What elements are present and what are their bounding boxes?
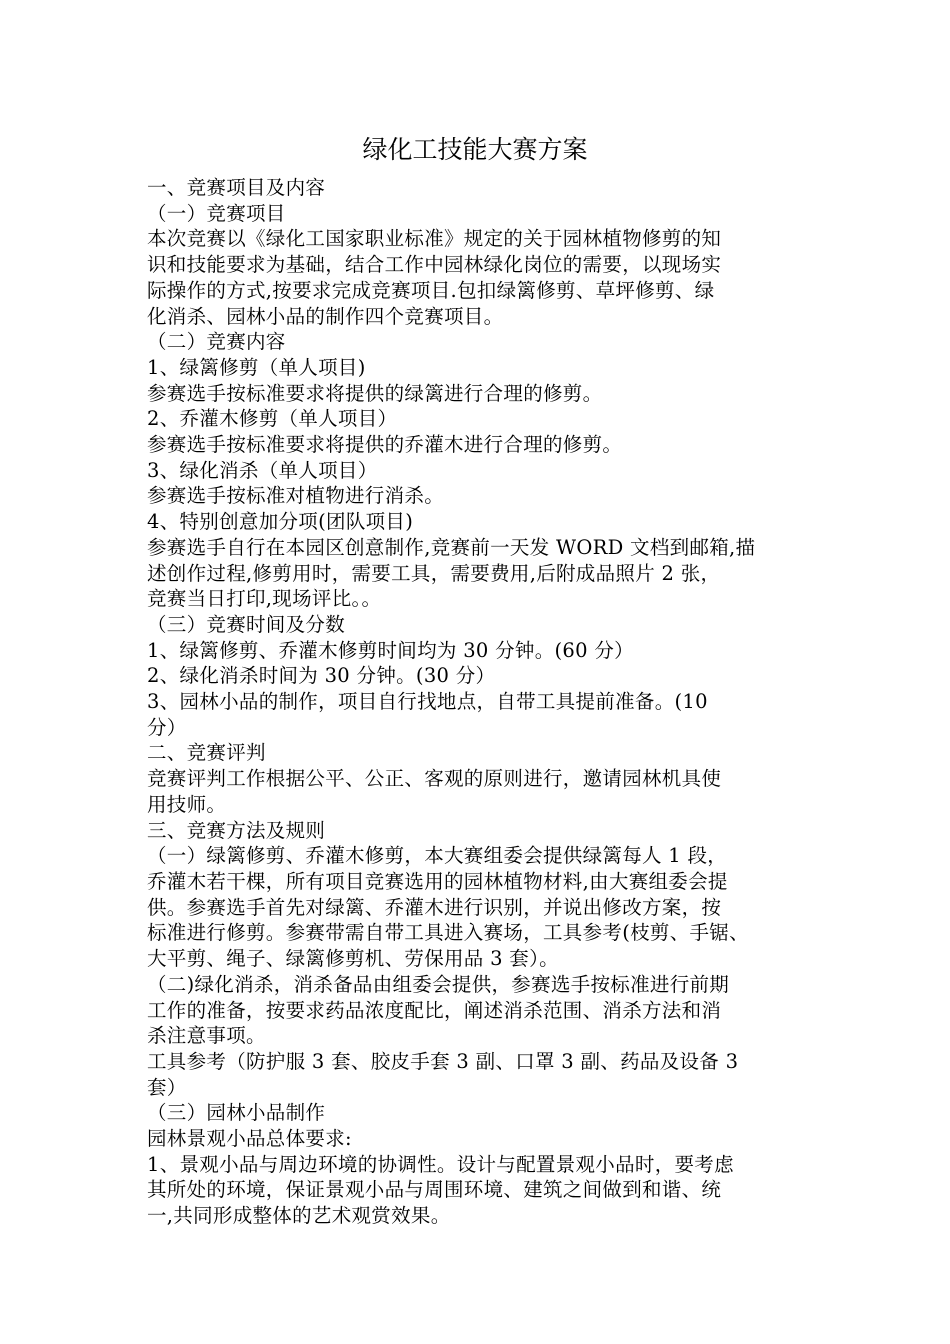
document-title: 绿化工技能大赛方案 [362,135,588,164]
text-line: 化消杀、园林小品的制作四个竞赛项目。 [147,304,504,328]
text-line: 识和技能要求为基础，结合工作中园林绿化岗位的需要，以现场实 [147,253,722,277]
text-line: 套） [147,1075,187,1099]
text-line: （二）竞赛内容 [147,330,286,354]
text-line: （一）绿篱修剪、乔灌木修剪，本大赛组委会提供绿篱每人 1 段， [147,844,728,868]
text-line: 参赛选手按标准要求将提供的乔灌木进行合理的修剪。 [147,433,623,457]
text-line: 1、景观小品与周边环境的协调性。设计与配置景观小品时，要考虑 [147,1152,734,1176]
text-line: 工具参考（防护服 3 套、胶皮手套 3 副、口罩 3 副、药品及设备 3 [147,1049,739,1073]
text-line: 二、竞赛评判 [147,741,266,765]
document-body [147,175,807,1229]
text-line: 用技师。 [147,792,227,816]
text-line: （一）竞赛项目 [147,201,286,225]
text-line: 参赛选手自行在本园区创意制作,竞赛前一天发 WORD 文档到邮箱,描 [147,535,756,559]
text-line: 工作的准备，按要求药品浓度配比，阐述消杀范围、消杀方法和消 [147,998,722,1022]
text-line: （三）竞赛时间及分数 [147,612,346,636]
text-line: 竞赛评判工作根据公平、公正、客观的原则进行，邀请园林机具使 [147,767,722,791]
text-line: 际操作的方式,按要求完成竞赛项目.包扣绿篱修剪、草坪修剪、绿 [147,278,715,302]
text-line: 述创作过程,修剪用时，需要工具，需要费用,后附成品照片 2 张， [147,561,721,585]
text-line: 2、乔灌木修剪（单人项目） [147,407,398,431]
text-line: 3、园林小品的制作，项目自行找地点，自带工具提前准备。(10 [147,690,708,714]
text-line: 参赛选手按标准要求将提供的绿篱进行合理的修剪。 [147,381,603,405]
text-line: 供。参赛选手首先对绿篱、乔灌木进行识别，并说出修改方案，按 [147,895,722,919]
text-line: 乔灌木若干棵，所有项目竞赛选用的园林植物材料,由大赛组委会提 [147,869,728,893]
text-line: 标准进行修剪。参赛带需自带工具进入赛场，工具参考(枝剪、手锯、 [147,921,749,945]
text-line: 大平剪、绳子、绿篱修剪机、劳保用品 3 套）。 [147,947,559,971]
text-line: （二)绿化消杀，消杀备品由组委会提供，参赛选手按标准进行前期 [147,972,730,996]
text-line: 园林景观小品总体要求: [147,1127,352,1151]
text-line: 三、竞赛方法及规则 [147,818,326,842]
text-line: 2、绿化消杀时间为 30 分钟。(30 分） [147,664,496,688]
text-line: 杀注意事项。 [147,1024,266,1048]
text-line: 一,共同形成整体的艺术观赏效果。 [147,1204,451,1228]
text-line: 其所处的环境，保证景观小品与周围环境、建筑之间做到和谐、统 [147,1178,722,1202]
text-line: 参赛选手按标准对植物进行消杀。 [147,484,445,508]
text-line: 一、竞赛项目及内容 [147,176,326,199]
text-line: （三）园林小品制作 [147,1101,326,1125]
text-line: 1、绿篱修剪、乔灌木修剪时间均为 30 分钟。(60 分） [147,638,634,662]
text-line: 3、绿化消杀（单人项目） [147,458,378,482]
text-line: 分） [147,715,187,739]
text-line: 竞赛当日打印,现场评比。。 [147,587,382,611]
text-line: 本次竞赛以《绿化工国家职业标准》规定的关于园林植物修剪的知 [147,227,722,251]
text-line: 4、特别创意加分项(团队项目) [147,510,414,534]
text-line: 1、绿篱修剪（单人项目) [147,355,366,379]
